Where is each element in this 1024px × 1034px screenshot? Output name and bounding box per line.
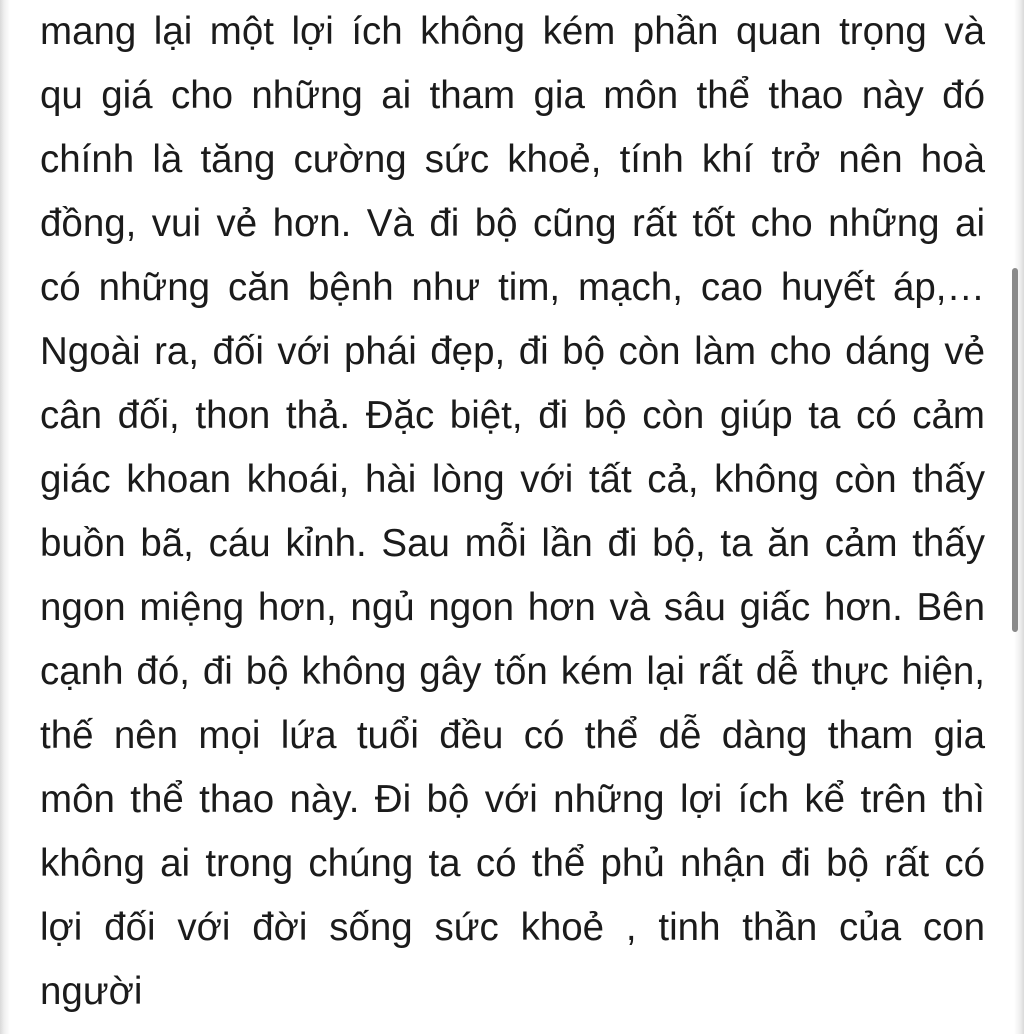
text-line: ngon miệng hơn, ngủ ngon hơn và sâu giấc hơn. Bên bbox=[40, 586, 985, 629]
text-line: Ngoài ra, đối với phái đẹp, đi bộ còn làm cho dáng vẻ bbox=[40, 330, 985, 373]
vertical-scrollbar[interactable] bbox=[1010, 0, 1020, 1034]
paragraph-text bbox=[40, 0, 985, 1024]
text-line: đồng, vui vẻ hơn. Và đi bộ cũng rất tốt cho những ai bbox=[40, 202, 985, 245]
text-line: chính là tăng cường sức khoẻ, tính khí trở nên hoà bbox=[40, 138, 985, 181]
scrollbar-thumb[interactable] bbox=[1012, 268, 1018, 632]
text-line: môn thể thao này. Đi bộ với những lợi ích kể trên thì bbox=[40, 778, 985, 821]
text-line: giác khoan khoái, hài lòng với tất cả, không còn thấy bbox=[40, 458, 985, 501]
text-line: người bbox=[40, 970, 143, 1013]
text-line: lợi đối với đời sống sức khoẻ , tinh thần của con bbox=[40, 906, 985, 949]
text-line: có những căn bệnh như tim, mạch, cao huyết áp,… bbox=[40, 266, 985, 309]
text-line: không ai trong chúng ta có thể phủ nhận đi bộ rất có bbox=[40, 842, 985, 885]
text-line: mang lại một lợi ích không kém phần quan trọng và bbox=[40, 10, 985, 53]
text-line: cạnh đó, đi bộ không gây tốn kém lại rất dễ thực hiện, bbox=[40, 650, 985, 693]
text-line: thế nên mọi lứa tuổi đều có thể dễ dàng tham gia bbox=[40, 714, 985, 757]
text-line: cân đối, thon thả. Đặc biệt, đi bộ còn giúp ta có cảm bbox=[40, 394, 985, 437]
text-line: buồn bã, cáu kỉnh. Sau mỗi lần đi bộ, ta ăn cảm thấy bbox=[40, 522, 985, 565]
left-page-edge bbox=[0, 0, 10, 1034]
text-line: qu giá cho những ai tham gia môn thể thao này đó bbox=[40, 74, 985, 117]
